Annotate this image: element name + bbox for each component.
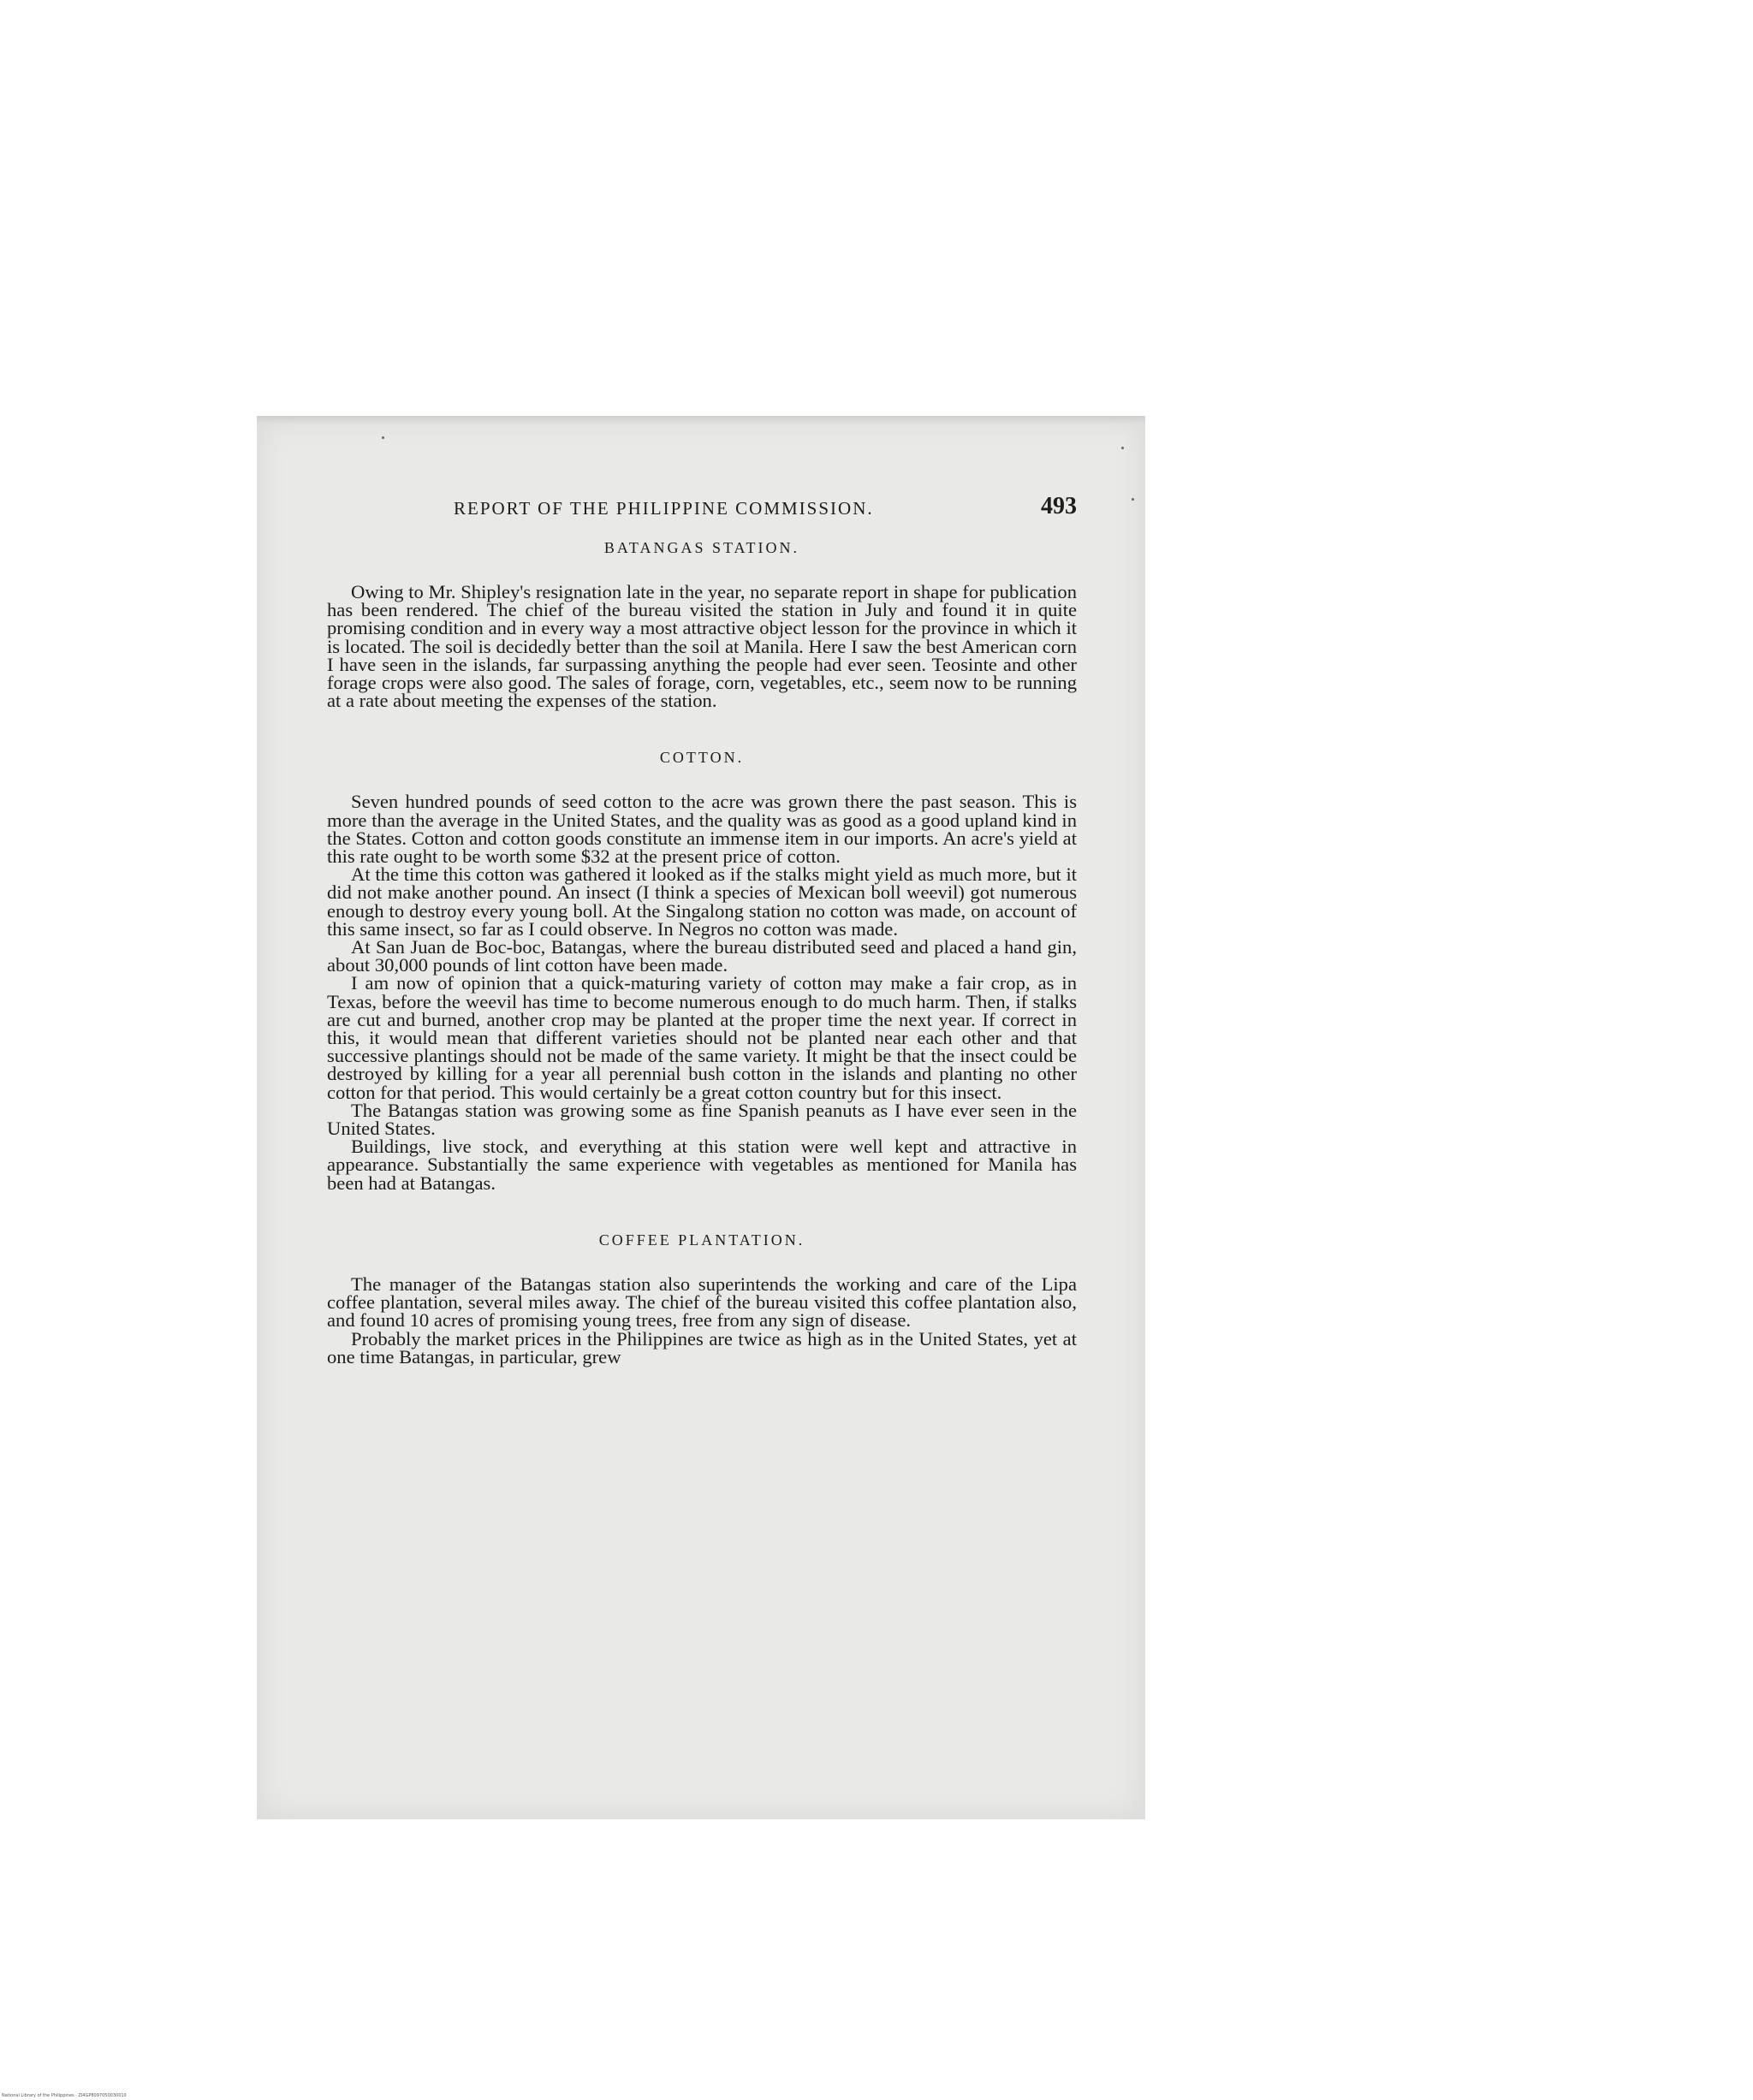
paragraph: Buildings, live stock, and everything at this station were well kept and attractive in appearance. Substantially the same experience with vegetables as mentioned for Manila has been had at Batangas. — [327, 1136, 1077, 1194]
scan-speck — [382, 436, 384, 439]
section-coffee-plantation — [327, 1231, 1077, 1366]
paragraph: At San Juan de Boc-boc, Batangas, where the bureau distributed seed and placed a hand gin, about 30,000 pounds of lint cotton have been made. — [327, 936, 1077, 976]
page-number: 493 — [1041, 493, 1077, 519]
running-title: REPORT OF THE PHILIPPINE COMMISSION. — [454, 498, 874, 519]
paragraph: The manager of the Batangas station also superintends the working and care of the Lipa coffee plantation, several miles away. The chief of the bureau visited this coffee plantation also, and found 10 acres of promising young trees, free from any sign of disease. — [327, 1272, 1077, 1332]
running-head — [327, 493, 1077, 529]
footer-credit: National Library of the Philippines · ZI4GP8097050030010 — [2, 2093, 127, 2098]
section-heading: COTTON. — [659, 749, 745, 767]
scan-speck — [1121, 447, 1124, 449]
paragraph: At the time this cotton was gathered it looked as if the stalks might yield as much more, but it did not make another pound. An insect (I think a species of Mexican boll weevil) got numerous enough to destroy every young boll. At the Singalong station no cotton was made, on account of this same insect, so far as I could observe. In Negros no cotton was made. — [327, 863, 1077, 940]
section-batangas-station — [327, 539, 1077, 712]
paragraph: Owing to Mr. Shipley's resignation late in the year, no separate report in shape for publication has been rendered. The chief of the bureau visited the station in July and found it in quite promising condition and in every way a most attractive object lesson for the province in which it is located. The soil is decidedly better than the soil at Manila. Here I saw the best American corn I have seen in the islands, far surpassing anything the people had ever seen. Teosinte and other forage crops were also good. The sales of forage, corn, vegetables, etc., seem now to be running at a rate about meeting the expenses of the station. — [327, 581, 1077, 712]
section-heading: COFFEE PLANTATION. — [598, 1231, 805, 1249]
page-content — [327, 493, 1077, 1366]
section-cotton — [327, 749, 1077, 1194]
paragraph: I am now of opinion that a quick-maturing variety of cotton may make a fair crop, as in Texas, before the weevil has time to become numerous enough to do much harm. Then, if stalks are cut and burned, another crop may be planted at the proper time the next year. If correct in this, it would mean that different varieties should not be planted near each other and that successive plantings should not be made of the same variety. It might be that the insect could be destroyed by killing for a year all perennial bush cotton in the islands and planting no other cotton for that period. This would certainly be a great cotton country but for this insect. — [327, 972, 1077, 1103]
paragraph: The Batangas station was growing some as fine Spanish peanuts as I have ever seen in the United States. — [327, 1099, 1077, 1140]
paragraph: Seven hundred pounds of seed cotton to the acre was grown there the past season. This is more than the average in the United States, and the quality was as good as a good upland kind in the States. Cotton and cotton goods constitute an immense item in our imports. An acre's yield at this rate ought to be worth some $32 at the present price of cotton. — [327, 791, 1077, 868]
section-heading: BATANGAS STATION. — [603, 539, 800, 556]
paragraph: Probably the market prices in the Philippines are twice as high as in the United States, yet at one time Batangas, in particular, grew — [327, 1327, 1077, 1367]
scan-speck — [1132, 498, 1134, 501]
scanned-page — [257, 416, 1145, 1819]
